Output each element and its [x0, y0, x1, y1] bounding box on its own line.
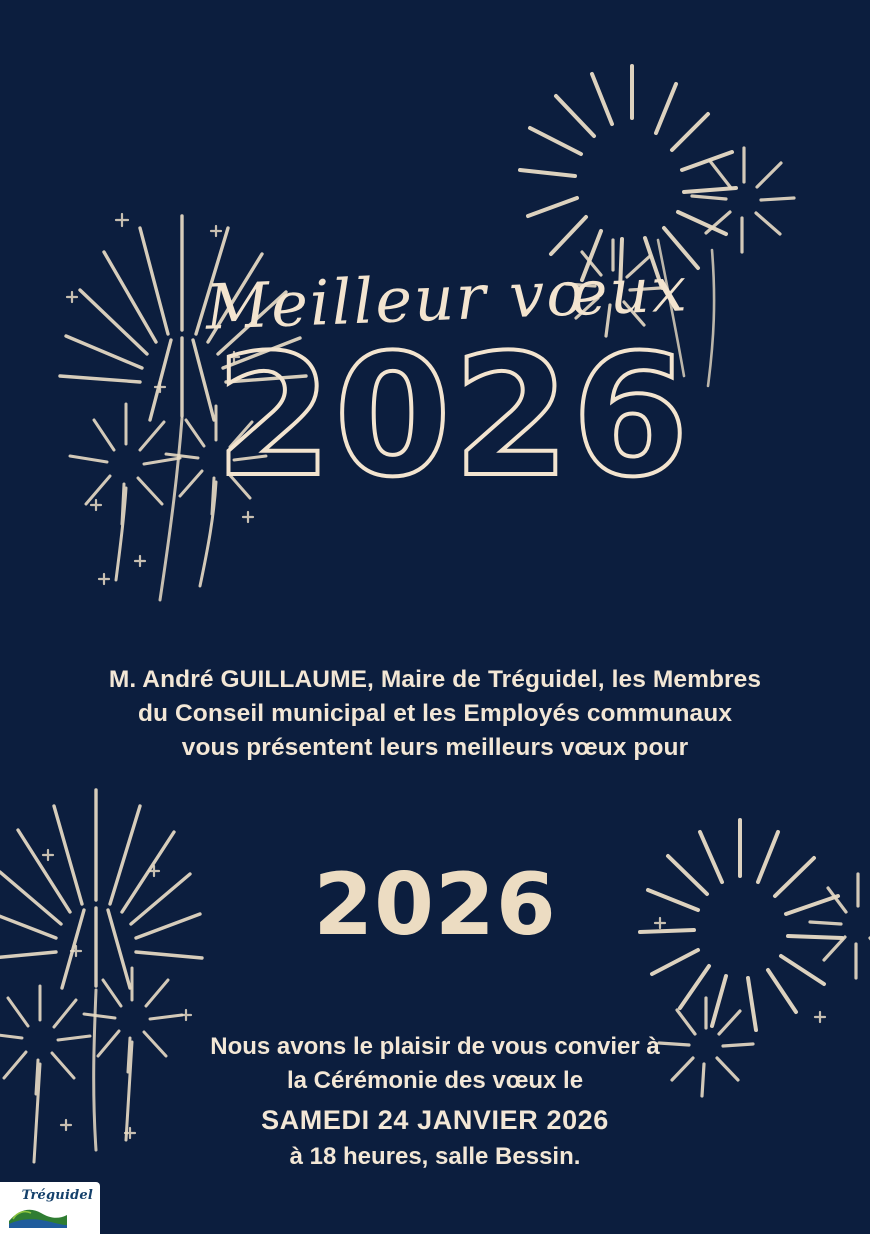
message-line-1: M. André GUILLAUME, Maire de Tréguidel, les Membres — [108, 666, 762, 693]
message-line-2: du Conseil municipal et les Employés communaux — [137, 699, 733, 727]
headline-block — [0, 252, 870, 514]
year-solid-text: 2026 — [313, 855, 557, 955]
commune-logo-icon — [7, 1203, 69, 1229]
commune-logo — [0, 1182, 100, 1234]
invitation-date: SAMEDI 24 JANVIER 2026 — [261, 1105, 609, 1136]
firework-burst-small-top-right — [692, 148, 794, 252]
invitation-place: à 18 heures, salle Bessin. — [289, 1143, 581, 1171]
year-outline-text: 2026 — [215, 318, 691, 514]
invitation-line-2: la Cérémonie des vœux le — [286, 1067, 584, 1095]
invitation-line-1: Nous avons le plaisir de vous convier à — [210, 1033, 660, 1060]
invitation-block — [0, 1030, 870, 1175]
greeting-script-text: Meilleur vœux — [204, 252, 690, 344]
message-block — [0, 663, 870, 764]
commune-logo-label: Tréguidel — [21, 1188, 93, 1203]
message-line-3: vous présentent leurs meilleurs vœux pour — [181, 733, 689, 761]
